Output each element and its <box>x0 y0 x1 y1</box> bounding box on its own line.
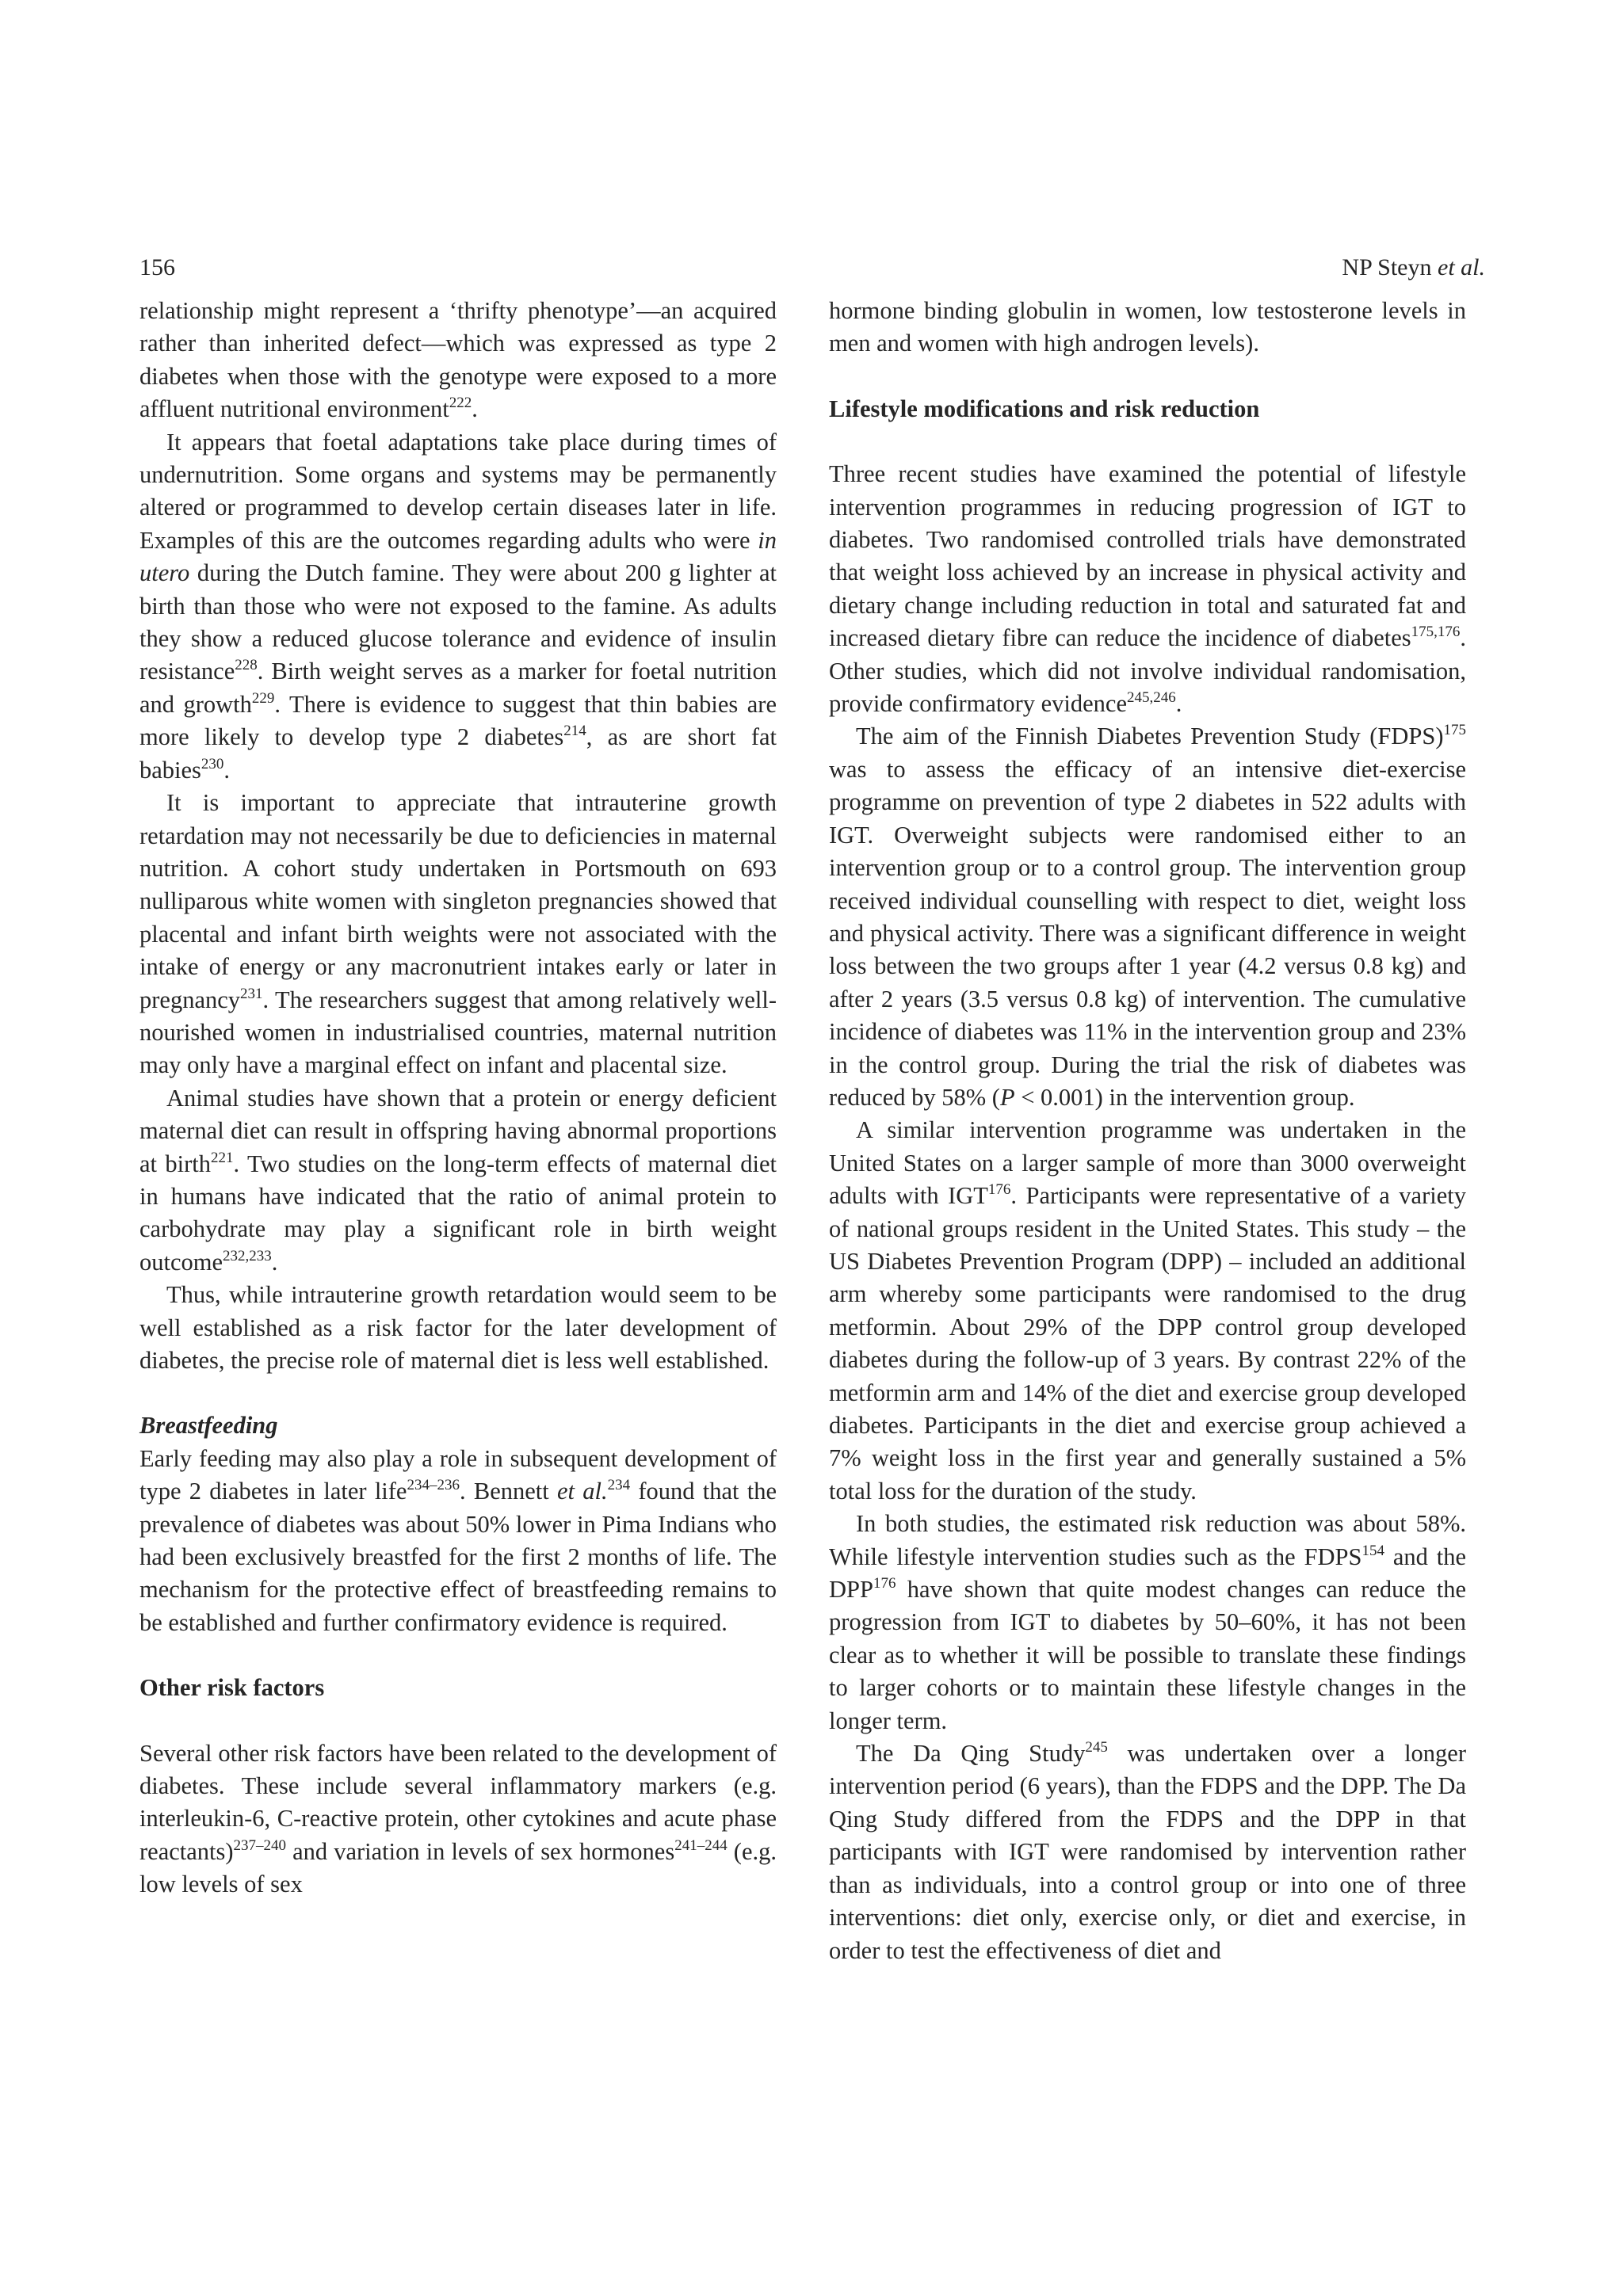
paragraph-text: . Two studies on the long-term effects of maternal diet in humans have indicated that the ratio of animal protein to carbohydrate may play a significant role in birth weight outcome <box>139 1150 777 1276</box>
paragraph-risk-reduction <box>829 1508 1466 1737</box>
citation-ref: 237–240 <box>233 1836 287 1854</box>
paragraph-text: Thus, while intrauterine growth retardation would seem to be well established as a risk factor for the later development of diabetes, the precise role of maternal diet is less well established. <box>139 1281 777 1374</box>
paragraph-text: was to assess the efficacy of an intensive diet-exercise programme on prevention of type 2 diabetes in 522 adults with IGT. Overweight subjects were randomised either to an intervention group or to a control group. The intervention group received individual counselling with respect to diet, weight loss and physical activity. There was a significant difference in weight loss between the two groups after 1 year (4.2 versus 0.8 kg) and after 2 years (3.5 versus 0.8 kg) of intervention. The cumulative incidence of diabetes was 11% in the intervention group and 23% in the control group. During the trial the risk of diabetes was reduced by 58% ( <box>829 755 1466 1111</box>
paragraph-breastfeeding <box>139 1443 777 1639</box>
paragraph-lifestyle-intervention <box>829 458 1466 720</box>
citation-ref: 231 <box>240 985 263 1002</box>
section-heading-other-risk-factors: Other risk factors <box>139 1674 325 1702</box>
italic-text: P <box>999 1083 1015 1111</box>
page-number: 156 <box>139 254 175 280</box>
paragraph-text: . <box>223 756 231 784</box>
paragraph-other-risk-factors <box>139 1737 777 1901</box>
running-head-author-name: NP Steyn <box>1342 254 1438 280</box>
paragraph-text: hormone binding globulin in women, low testosterone levels in men and women with high androgen levels). <box>829 297 1466 357</box>
citation-ref: 176 <box>873 1575 896 1592</box>
running-head-author <box>1342 252 1485 284</box>
paragraph-text: . <box>472 395 478 423</box>
paragraph-dpp <box>829 1114 1466 1508</box>
citation-ref: 175,176 <box>1411 624 1461 641</box>
citation-ref: 176 <box>987 1181 1011 1199</box>
paragraph-text: relationship might represent a ‘thrifty phenotype’—an acquired rather than inherited defect—which was expressed as type 2 diabetes when those with the genotype were exposed to a more affluent nutritional environment <box>139 297 777 423</box>
paragraph-text: It is important to appreciate that intrauterine growth retardation may not necessarily be due to deficiencies in maternal nutrition. A cohort study undertaken in Portsmouth on 693 nulliparous white women with singleton pregnancies showed that placental and infant birth weights were not associated with the intake of energy or any macronutrient intakes early or later in pregnancy <box>139 789 777 1013</box>
paragraph-text: was undertaken over a longer intervention period (6 years), than the FDPS and the DPP. The Da Qing Study differed from the FDPS and the DPP in that participants with IGT were randomised by intervention rather than as individuals, into a control group or into one of three interventions: diet only, exercise only, or diet and exercise, in order to test the effectiveness of diet and <box>829 1740 1466 1964</box>
left-column <box>139 295 777 1901</box>
citation-ref: 241–244 <box>674 1836 727 1854</box>
paragraph-text: < 0.001) in the intervention group. <box>1014 1083 1355 1111</box>
paragraph-text: Several other risk factors have been related to the development of diabetes. These include several inflammatory markers (e.g. interleukin-6, C-reactive protein, other cytokines and acute phase reactants) <box>139 1739 777 1865</box>
citation-ref: 234–236 <box>407 1477 460 1494</box>
spacer <box>139 1377 777 1409</box>
paragraph-text: It appears that foetal adaptations take place during times of undernutrition. Some organs and systems may be permanently altered or programmed to develop certain diseases later in life. Examples of this are the outcomes regarding adults who were <box>139 428 777 554</box>
paragraph-text: Early feeding may also play a role in subsequent development of type 2 diabetes in later life <box>139 1444 777 1505</box>
paragraph-text: found that the prevalence of diabetes was about 50% lower in Pima Indians who had been exclusively breastfed for the first 2 months of life. The mechanism for the protective effect of breastfeeding remains to be established and further confirmatory evidence is required. <box>139 1478 777 1636</box>
paragraph-da-qing <box>829 1737 1466 1967</box>
citation-ref: 229 <box>251 689 275 707</box>
spacer <box>139 1705 777 1737</box>
paragraph-text: and the DPP <box>829 1543 1466 1604</box>
section-heading-breastfeeding: Breastfeeding <box>139 1412 278 1440</box>
section-heading-lifestyle-modifications: Lifestyle modifications and risk reduction <box>829 395 1260 422</box>
citation-ref: 222 <box>449 395 472 412</box>
paragraph-text: during the Dutch famine. They were about 200 g lighter at birth than those who were not exposed to the famine. As adults they show a reduced glucose tolerance and evidence of insulin resistance <box>139 559 777 685</box>
paragraph-text: , as are short fat babies <box>139 723 777 784</box>
citation-ref: 175 <box>1443 722 1466 739</box>
citation-ref: 230 <box>200 755 224 772</box>
paragraph-text: . Birth weight serves as a marker for foetal nutrition and growth <box>139 658 777 718</box>
paragraph-foetal-adaptations <box>139 426 777 787</box>
paragraph-text: have shown that quite modest changes can reduce the progression from IGT to diabetes by 50–60%, it has not been clear as to whether it will be possible to translate these findings to larger cohorts or to maintain these lifestyle changes in the longer term. <box>829 1576 1466 1734</box>
citation-ref: 245,246 <box>1127 689 1176 707</box>
paragraph-intrauterine-growth <box>139 787 777 1082</box>
paragraph-text: . There is evidence to suggest that thin babies are more likely to develop type 2 diabetes <box>139 690 777 751</box>
right-column <box>829 295 1466 1967</box>
spacer <box>139 1639 777 1672</box>
spacer <box>829 425 1466 458</box>
citation-ref: 232,233 <box>223 1247 272 1264</box>
citation-ref: 234 <box>607 1477 631 1494</box>
paragraph-text: . Other studies, which did not involve individual randomisation, provide confirmatory evidence <box>829 624 1466 718</box>
paragraph-text: . Bennett <box>459 1478 557 1505</box>
paragraph-text: A similar intervention programme was undertaken in the United States on a larger sample of more than 3000 overweight adults with IGT <box>829 1116 1466 1210</box>
paragraph-text: . <box>1175 690 1182 718</box>
paragraph-text: The aim of the Finnish Diabetes Prevention Study (FDPS) <box>856 723 1444 750</box>
paragraph-conclusion-maternal-diet <box>139 1279 777 1377</box>
paragraph-fdps <box>829 720 1466 1114</box>
citation-ref: 228 <box>235 657 258 674</box>
paragraph-text: Three recent studies have examined the potential of lifestyle intervention programmes in reducing progression of IGT to diabetes. Two randomised controlled trials have demonstrated that weight loss achieved by an increase in physical activity and dietary change including reduction in total and saturated fat and increased dietary fibre can reduce the incidence of diabetes <box>829 460 1466 652</box>
paragraph-text: . The researchers suggest that among relatively well-nourished women in industrialised countries, maternal nutrition may only have a marginal effect on infant and placental size. <box>139 986 777 1079</box>
paragraph-text: In both studies, the estimated risk reduction was about 58%. While lifestyle intervention studies such as the FDPS <box>829 1510 1466 1570</box>
paragraph-text: The Da Qing Study <box>856 1740 1086 1768</box>
paragraph-text: (e.g. low levels of sex <box>139 1837 777 1898</box>
paragraph-sex-hormones-continued <box>829 295 1466 360</box>
running-head-et-al: et al. <box>1438 254 1485 280</box>
italic-text: et al. <box>556 1478 608 1505</box>
paragraph-thrifty-phenotype <box>139 295 777 426</box>
citation-ref: 214 <box>563 723 586 740</box>
paragraph-animal-studies <box>139 1082 777 1279</box>
paragraph-text: . Participants were representative of a variety of national groups resident in the United States. This study – the US Diabetes Prevention Program (DPP) – included an additional arm whereby some participants were randomised to the drug metformin. About 29% of the DPP control group developed diabetes during the follow-up of 3 years. By contrast 22% of the metformin arm and 14% of the diet and exercise group developed diabetes. Participants in the diet and exercise group achieved a 7% weight loss in the first year and generally sustained a 5% total loss for the duration of the study. <box>829 1182 1466 1505</box>
spacer <box>829 360 1466 393</box>
citation-ref: 154 <box>1361 1542 1384 1559</box>
paragraph-text: Animal studies have shown that a protein or energy deficient maternal diet can result in offspring having abnormal proportions at birth <box>139 1084 777 1177</box>
paragraph-text: and variation in levels of sex hormones <box>286 1837 675 1865</box>
paragraph-text: . <box>271 1248 278 1276</box>
citation-ref: 221 <box>211 1149 234 1166</box>
citation-ref: 245 <box>1085 1739 1108 1756</box>
italic-text: in utero <box>139 526 777 587</box>
